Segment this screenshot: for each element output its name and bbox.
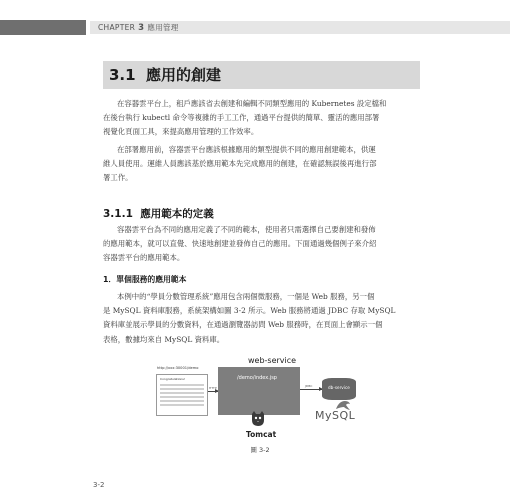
subsubsection-heading: 1．單個服務的應用範本 [103, 275, 187, 284]
jdbc-arrow [300, 389, 322, 390]
table-row [160, 392, 204, 394]
chapter-title: 應用管理 [147, 23, 179, 32]
chapter-number: 3 [138, 23, 145, 33]
paragraph-line: 在容器雲平台上，租戶應該省去創建和編輯不同類型應用的 Kubernetes 設定檔和 [117, 99, 387, 108]
paragraph-line: 表格，數據均來自 MySQL 資料庫。 [103, 334, 225, 344]
paragraph-line: 視覺化頁面工具，來提高應用管理的工作效率。 [103, 127, 259, 137]
chapter-label: CHAPTER [98, 23, 136, 32]
subsection-title: 應用範本的定義 [140, 208, 214, 220]
jsp-label: /demo/index.jsp [237, 375, 277, 381]
browser-window [156, 374, 208, 416]
db-service-label: db-service [328, 385, 350, 390]
web-service-label: web-service [248, 356, 297, 365]
section-title-text: 應用的創建 [146, 66, 222, 84]
paragraph-line: 資料庫並展示學員的分數資料，在通過瀏覽器訪問 Web 服務時，在頁面上會顯示一個 [103, 320, 383, 330]
jdbc-arrow-label: JDBC [305, 384, 313, 388]
browser-heading: Congratulations! [160, 377, 186, 381]
paragraph-line: 署工作。 [103, 173, 133, 183]
http-arrow-label: HTTP [209, 386, 217, 390]
section-title [109, 64, 221, 85]
header-chapter-text [98, 22, 179, 33]
tomcat-label: Tomcat [246, 430, 277, 439]
table-row [160, 396, 204, 398]
paragraph-line: 的應用範本，就可以直覺、快速地創建並發佈自己的應用。下面通過幾個例子來介紹 [103, 239, 377, 249]
paragraph-line: 容器雲平台的應用範本。 [103, 253, 185, 263]
paragraph-line: 在後台執行 kubectl 命令等複雜的手工工作，通過平台提供的簡單、靈活的應用部署 [103, 113, 380, 123]
paragraph-line: 在部署應用前，容器雲平台應該根據應用的類型提供不同的應用創建範本，供運 [117, 145, 376, 154]
paragraph-line: 容器雲平台為不同的應用定義了不同的範本，使用者只需選擇自己要創建和發佈 [117, 225, 376, 234]
http-arrow [208, 391, 218, 392]
figure-caption: 圖 3-2 [250, 446, 270, 454]
subsection-heading [103, 206, 214, 221]
section-heading [103, 61, 420, 89]
tomcat-logo-icon [249, 410, 267, 428]
table-row [160, 384, 204, 386]
running-header [0, 20, 520, 35]
paragraph-deploy [103, 143, 421, 186]
header-tab-block [0, 20, 86, 35]
browser-url: http://xxx:30001/demo [157, 366, 199, 370]
table-row [160, 404, 204, 406]
table-row [160, 400, 204, 402]
paragraph-line: 是 MySQL 資料庫服務，系統架構如圖 3-2 所示。Web 服務將通過 JDBC 存取 MySQL [103, 306, 396, 316]
architecture-figure [150, 356, 400, 442]
paragraph-templates [103, 223, 421, 266]
table-row [160, 388, 204, 390]
paragraph-intro [103, 97, 421, 140]
page-number: 3-2 [93, 481, 105, 489]
paragraph-example [103, 290, 421, 347]
paragraph-line: 本例中的“學員分數管理系統”應用包含兩個微服務，一個是 Web 服務，另一個 [117, 292, 375, 301]
paragraph-line: 維人員使用。運維人員應該基於應用範本先完成應用的創建，在確認無誤後再進行部 [103, 159, 377, 169]
subsection-number: 3.1.1 [103, 208, 133, 220]
mysql-label: MySQL [315, 409, 356, 422]
section-number: 3.1 [109, 66, 136, 84]
